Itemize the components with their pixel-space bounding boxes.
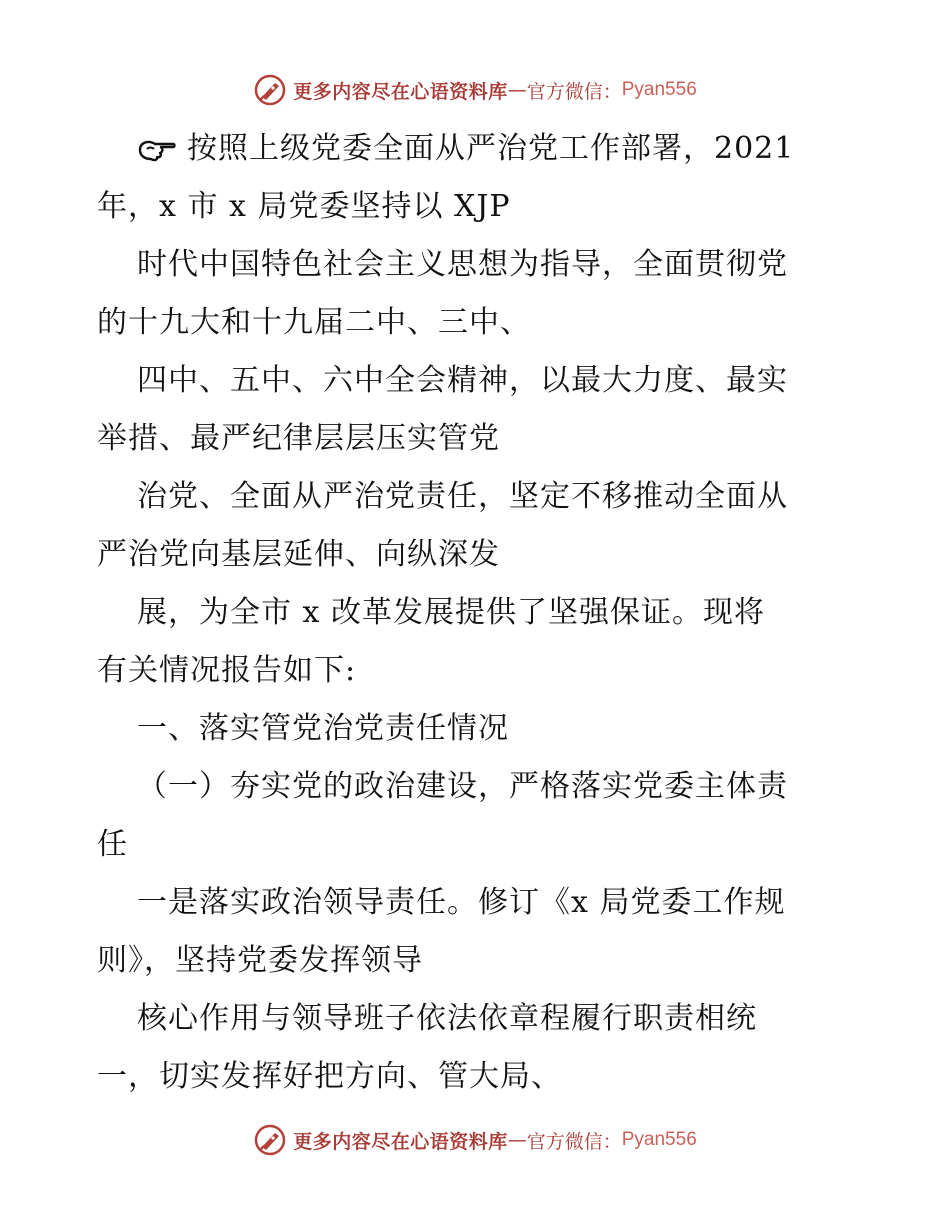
paragraph-line: 的十九大和十九届二中、三中、	[97, 305, 531, 340]
paragraph-line: 年，x 市 x 局党委坚持以 XJP	[97, 189, 511, 224]
paragraph-line: 任	[97, 827, 128, 862]
watermark-wechat-id: Pyan556	[621, 79, 697, 100]
document-body	[97, 120, 857, 1106]
watermark-brand: 更多内容尽在心语资料库	[293, 1130, 508, 1153]
pen-nib-logo-icon	[253, 1123, 287, 1157]
watermark-brand: 更多内容尽在心语资料库	[293, 80, 508, 103]
footer-watermark	[0, 1120, 950, 1160]
paragraph-line: 治党、全面从严治党责任，坚定不移推动全面从	[137, 479, 788, 514]
line-text: 按照上级党委全面从严治党工作部署，2021	[187, 131, 795, 166]
section-heading: 一、落实管党治党责任情况	[137, 711, 509, 746]
pen-nib-logo-icon	[253, 73, 287, 107]
paragraph-line: 举措、最严纪律层层压实管党	[97, 421, 500, 456]
watermark-wechat-label: 官方微信：	[526, 80, 622, 103]
watermark-separator: —	[507, 79, 527, 101]
paragraph-line: 核心作用与领导班子依法依章程履行职责相统	[137, 1001, 757, 1036]
watermark-wechat-id: Pyan556	[621, 1129, 697, 1150]
paragraph-line: 一是落实政治领导责任。修订《x 局党委工作规	[137, 885, 786, 920]
paragraph-line: 一，切实发挥好把方向、管大局、	[97, 1059, 562, 1094]
header-watermark	[0, 70, 950, 110]
paragraph-line: 有关情况报告如下:	[97, 653, 357, 688]
paragraph-line: 展，为全市 x 改革发展提供了坚强保证。现将	[137, 595, 765, 630]
subsection-heading: （一）夯实党的政治建设，严格落实党委主体责	[137, 769, 788, 804]
watermark-wechat-label: 官方微信：	[526, 1130, 622, 1153]
watermark-separator: —	[507, 1129, 527, 1151]
pointing-hand-icon	[137, 132, 177, 162]
paragraph-line: 严治党向基层延伸、向纵深发	[97, 537, 500, 572]
paragraph-line	[97, 120, 857, 178]
paragraph-line: 四中、五中、六中全会精神，以最大力度、最实	[137, 363, 788, 398]
paragraph-line: 则》，坚持党委发挥领导	[97, 943, 423, 978]
paragraph-line: 时代中国特色社会主义思想为指导，全面贯彻党	[137, 247, 788, 282]
